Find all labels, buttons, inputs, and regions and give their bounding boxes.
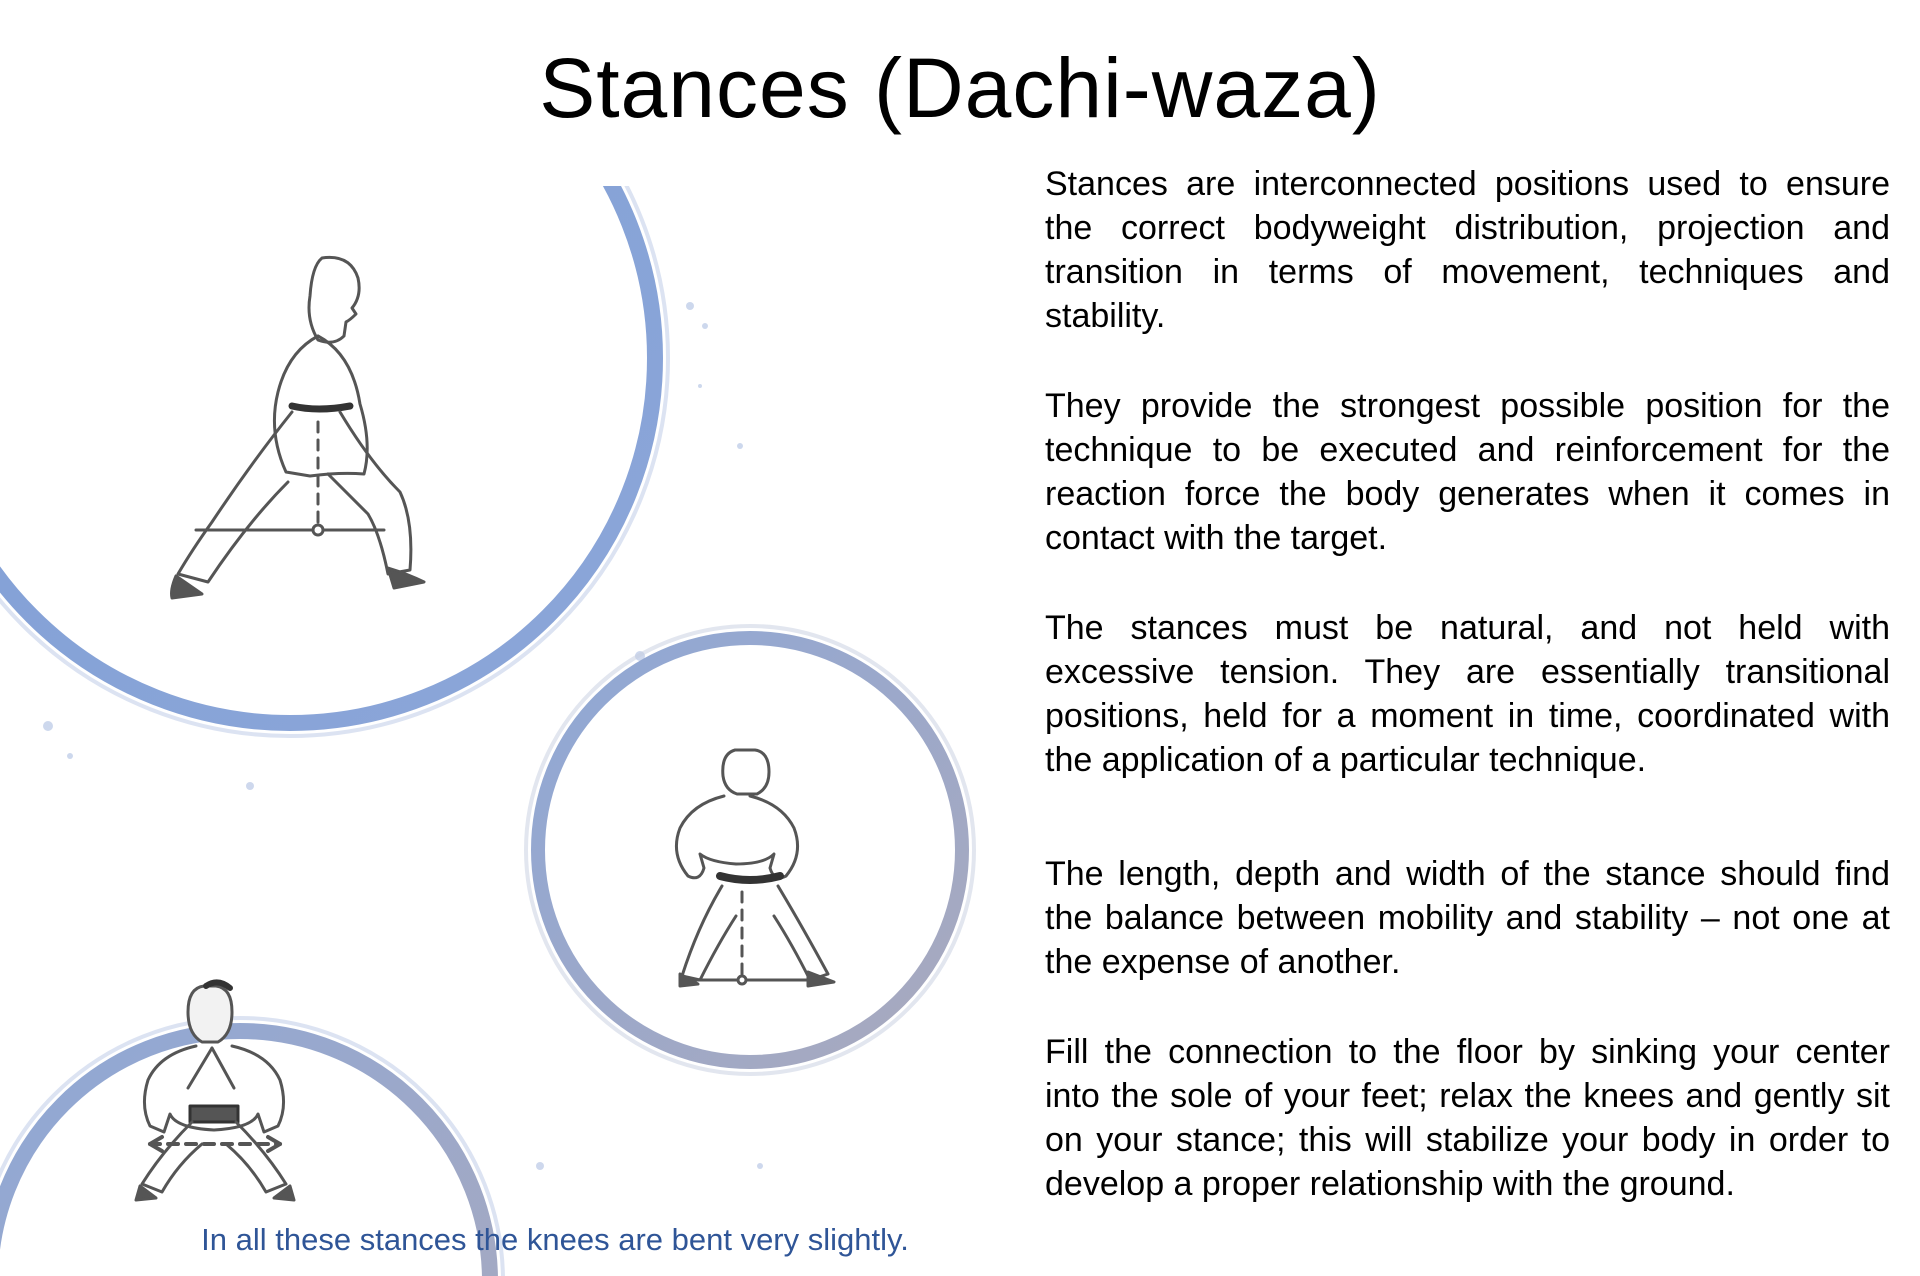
paragraph-balance: The length, depth and width of the stance should find the balance between mobility and stability – not one at the expense of another. [1045, 855, 1890, 981]
front-stance-circle [0, 186, 668, 736]
description-column [1045, 162, 1890, 1252]
stance-caption: In all these stances the knees are bent very slightly. [201, 1222, 909, 1257]
paragraph-definition: Stances are interconnected positions used to ensure the correct bodyweight distribution, projection and transition in terms of movement, techniques and stability. [1045, 165, 1890, 335]
paragraph-tension: The stances must be natural, and not held with excessive tension. They are essentially transitional positions, held for a moment in time, coordinated with the application of a particular technique. [1045, 609, 1890, 779]
page-title: Stances (Dachi-waza) [539, 41, 1381, 135]
horse-stance-circle [526, 626, 974, 1074]
stance-illustration [0, 186, 1030, 1276]
paragraph-purpose: They provide the strongest possible position for the technique to be executed and reinforcement for the reaction force the body generates when it comes in contact with the target. [1045, 387, 1890, 557]
paragraph-grounding: Fill the connection to the floor by sinking your center into the sole of your feet; relax the knees and gently sit on your stance; this will stabilize your body in order to develop a proper relationship with the ground. [1045, 1033, 1890, 1203]
